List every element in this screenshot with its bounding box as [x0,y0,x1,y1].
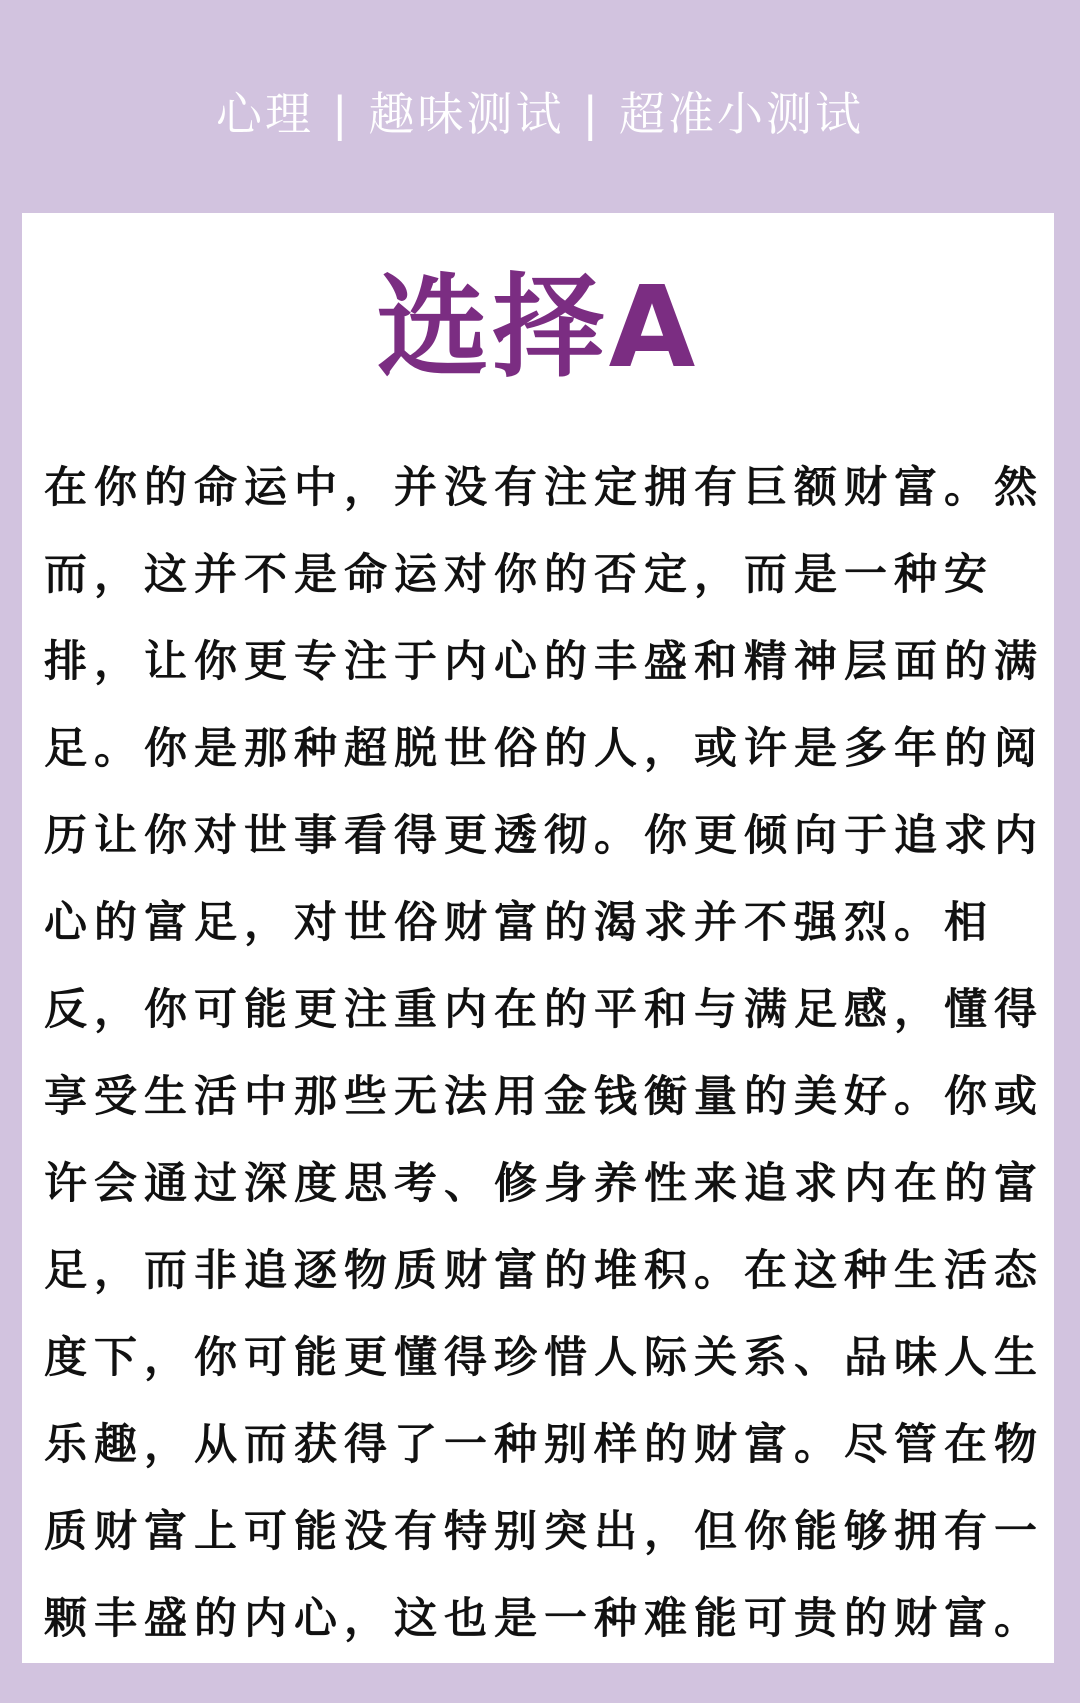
header-tags [0,78,1080,150]
description-line: 足。你是那种超脱世俗的人，或许是多年的阅 [44,724,1044,774]
result-description [44,445,1044,1663]
description-line: 乐趣，从而获得了一种别样的财富。尽管在物 [44,1420,1044,1470]
tag-psychology: 心理 [216,87,314,141]
separator: | [582,87,601,141]
description-line: 许会通过深度思考、修身养性来追求内在的富 [44,1159,1044,1209]
result-card [22,213,1054,1663]
description-line: 心的富足，对世俗财富的渴求并不强烈。相 [44,898,994,948]
description-line: 在你的命运中，并没有注定拥有巨额财富。然 [44,463,1044,513]
description-line: 颗丰盛的内心，这也是一种难能可贵的财富。 [44,1594,1044,1644]
description-line: 质财富上可能没有特别突出，但你能够拥有一 [44,1507,1044,1557]
separator: | [332,87,351,141]
description-line: 反，你可能更注重内在的平和与满足感，懂得 [44,985,1044,1035]
description-line: 排，让你更专注于内心的丰盛和精神层面的满 [44,637,1044,687]
description-line: 而，这并不是命运对你的否定，而是一种安 [44,550,994,600]
description-line: 历让你对世事看得更透彻。你更倾向于追求内 [44,811,1044,861]
tag-accurate-quiz: 超准小测试 [619,87,864,141]
result-title: 选择A [376,263,700,393]
tag-fun-test: 趣味测试 [368,87,565,141]
description-line: 享受生活中那些无法用金钱衡量的美好。你或 [44,1072,1044,1122]
description-line: 度下，你可能更懂得珍惜人际关系、品味人生 [44,1333,1044,1383]
description-line: 足，而非追逐物质财富的堆积。在这种生活态 [44,1246,1044,1296]
